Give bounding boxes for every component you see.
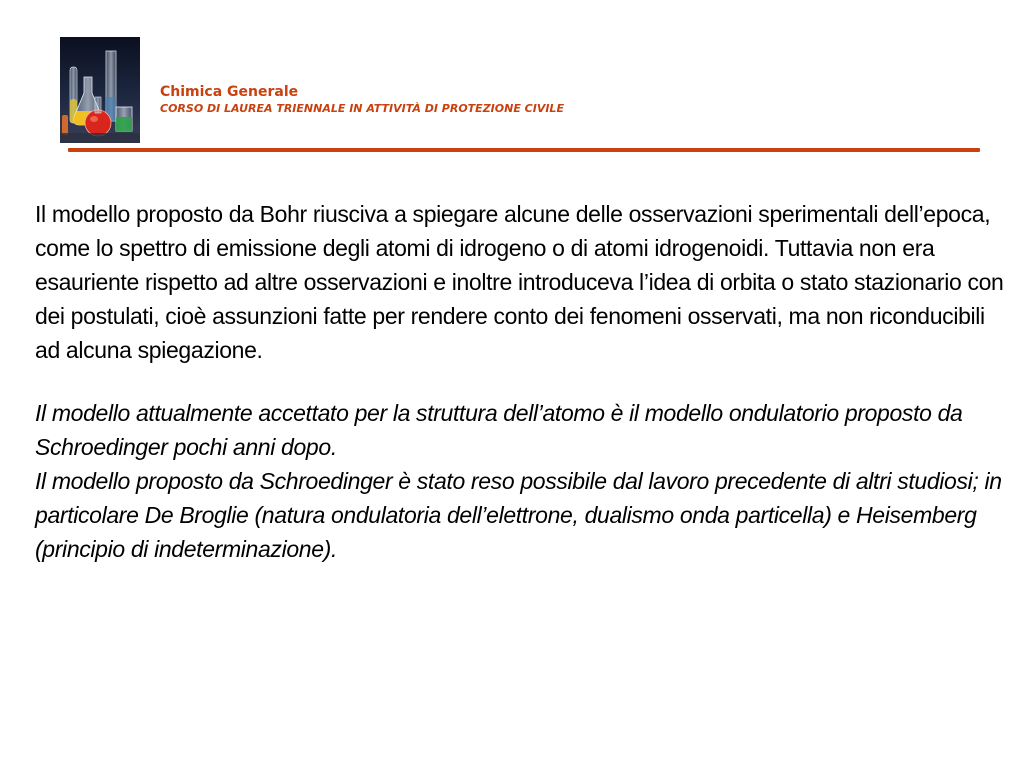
course-subtitle: CORSO DI LAUREA TRIENNALE IN ATTIVITÀ DI PROTEZIONE CIVILE [160, 102, 564, 115]
header-divider [68, 148, 980, 152]
slide-body [35, 197, 1010, 566]
chemistry-glassware-icon [60, 37, 140, 143]
course-header [160, 84, 564, 116]
paragraph-bohr-model: Il modello proposto da Bohr riusciva a spiegare alcune delle osservazioni sperimentali dell’epoca, come lo spettro di emissione degli atomi di idrogeno o di atomi idrogenoidi. Tuttavia non era esauriente rispetto ad altre osservazioni e inoltre introduceva l’idea di orbita o stato stazionario con dei postulati, cioè assunzioni fatte per rendere conto dei fenomeni osservati, ma non riconducibili ad alcuna spiegazione. [35, 201, 1004, 363]
course-title: Chimica Generale [160, 84, 299, 100]
paragraph-schroedinger-model: Il modello attualmente accettato per la struttura dell’atomo è il modello ondulatorio proposto da Schroedinger pochi anni dopo. [35, 400, 963, 460]
paragraph-predecessors: Il modello proposto da Schroedinger è stato reso possibile dal lavoro precedente di altri studiosi; in particolare De Broglie (natura ondulatoria dell’elettrone, dualismo onda particella) e Heisemberg (principio di indeterminazione). [35, 468, 1002, 562]
